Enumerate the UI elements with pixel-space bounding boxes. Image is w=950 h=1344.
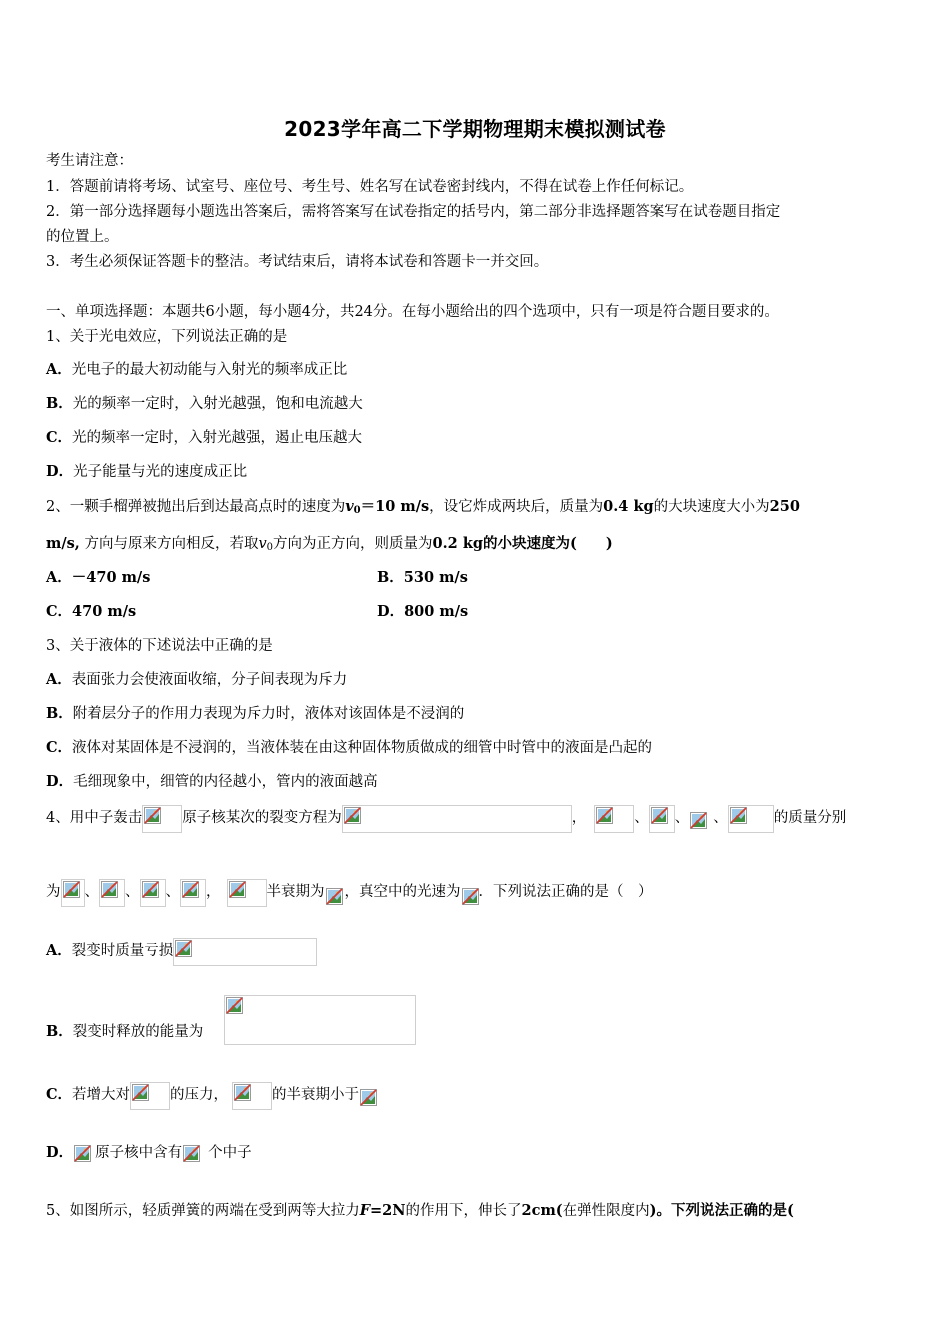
option-text: 光子能量与光的速度成正比 <box>73 464 248 480</box>
q4-option-c <box>46 1080 379 1110</box>
question-4-line-1 <box>46 803 846 833</box>
stem-text: 5、如图所示，轻质弹簧的两端在受到两等大拉力 <box>46 1203 360 1219</box>
formula-image <box>99 879 125 907</box>
notice-item: 1．答题前请将考场、试室号、座位号、考生号、姓名写在试卷密封线内，不得在试卷上作任何标记。 <box>46 179 694 195</box>
stem-text: 的质量分别 <box>773 810 847 826</box>
broken-image-icon <box>462 888 479 905</box>
option-text: 470 m/s <box>72 603 137 620</box>
stem-text: 方向为正方向，则质量为 <box>273 536 433 552</box>
stem-text: ＝10 m/s <box>360 498 430 515</box>
stem-text: ， <box>571 810 587 826</box>
question-5-stem <box>46 1201 794 1221</box>
stem-text: =2N <box>370 1202 406 1219</box>
option-label: C． <box>46 739 73 756</box>
option-label: C． <box>46 1086 73 1103</box>
option-label: A． <box>46 569 72 586</box>
q2-option-a <box>46 568 150 588</box>
option-text: 表面张力会使液面收缩，分子间表现为斥力 <box>71 672 348 688</box>
question-3-stem: 3、关于液体的下述说法中正确的是 <box>46 638 273 654</box>
option-text: －470 m/s <box>71 569 151 586</box>
broken-image-icon <box>234 1084 251 1101</box>
option-label: A． <box>46 361 72 378</box>
option-text: 附着层分子的作用力表现为斥力时，液体对该固体是不浸润的 <box>72 706 465 722</box>
question-2-line-1 <box>46 497 800 521</box>
separator: 、 <box>674 810 690 826</box>
option-label: D． <box>46 463 74 480</box>
q2-option-d <box>377 602 468 622</box>
notice-item: 2．第一部分选择题每小题选出答案后，需将答案写在试卷指定的括号内，第二部分非选择题答案写在试卷题目指定 <box>46 204 781 220</box>
separator: 、 <box>634 810 649 826</box>
broken-image-icon <box>229 881 246 898</box>
broken-image-icon <box>344 807 361 824</box>
broken-image-icon <box>175 940 192 957</box>
stem-text: 2cm( <box>521 1202 563 1219</box>
option-label: B． <box>46 705 73 722</box>
broken-image-icon <box>63 881 80 898</box>
option-label: B． <box>46 395 73 412</box>
stem-text: ，真空中的光速为 <box>344 884 461 900</box>
formula-image <box>227 879 267 907</box>
formula-image <box>173 938 317 966</box>
formula-image <box>61 879 85 907</box>
formula-image <box>142 805 182 833</box>
option-text: 的半衰期小于 <box>272 1087 360 1103</box>
formula-image <box>359 1088 379 1110</box>
formula-image <box>325 887 345 907</box>
broken-image-icon <box>651 807 668 824</box>
var-v0: v <box>258 536 267 552</box>
page-title: 2023学年高二下学期物理期末模拟测试卷 <box>284 117 666 141</box>
formula-image <box>594 805 634 833</box>
question-4-line-2 <box>46 877 653 907</box>
q1-option-a <box>46 360 347 380</box>
separator: ， <box>206 884 221 900</box>
broken-image-icon <box>74 1145 91 1162</box>
option-text: 若增大对 <box>72 1087 131 1103</box>
question-2-line-2 <box>46 534 613 558</box>
formula-image <box>180 879 206 907</box>
option-text: 裂变时释放的能量为 <box>72 1024 204 1040</box>
stem-text: 4、用中子轰击 <box>46 810 143 826</box>
broken-image-icon <box>182 881 199 898</box>
option-label: A． <box>46 942 72 959</box>
formula-image <box>182 1144 208 1168</box>
separator: 、 <box>713 810 728 826</box>
stem-text: 的大块速度大小为 <box>653 499 770 515</box>
option-text: 的压力， <box>170 1087 229 1103</box>
q1-option-b <box>46 394 363 414</box>
stem-text: 的作用下，伸长了 <box>405 1203 522 1219</box>
q4-option-d <box>46 1138 252 1168</box>
option-label: B． <box>46 1023 73 1040</box>
var-v0: v <box>345 498 354 515</box>
option-label: B． <box>377 569 404 586</box>
formula-image <box>224 995 416 1045</box>
broken-image-icon <box>142 881 159 898</box>
stem-text: ，设它炸成两块后，质量为 <box>429 499 604 515</box>
broken-image-icon <box>730 807 747 824</box>
stem-text: 方向与原来方向相反，若取 <box>79 536 259 552</box>
q3-option-c <box>46 738 652 758</box>
subscript: 0 <box>266 542 274 553</box>
option-label: C． <box>46 603 73 620</box>
q1-option-d <box>46 462 247 482</box>
formula-image <box>232 1082 272 1110</box>
broken-image-icon <box>326 888 343 905</box>
q3-option-a <box>46 670 347 690</box>
question-1-stem: 1、关于光电效应，下列说法正确的是 <box>46 329 288 345</box>
stem-text: 的小块速度为( ) <box>483 535 613 552</box>
broken-image-icon <box>132 1084 149 1101</box>
stem-text: 为 <box>46 884 61 900</box>
subscript: 0 <box>353 505 361 516</box>
option-text: 裂变时质量亏损 <box>71 943 174 959</box>
q2-option-b <box>377 568 468 588</box>
option-text: 个中子 <box>208 1145 252 1161</box>
formula-image <box>461 887 479 907</box>
stem-text: ．下列说法正确的是（ ） <box>478 884 653 900</box>
var-f: F <box>359 1202 371 1219</box>
broken-image-icon <box>183 1145 200 1162</box>
option-label: C． <box>46 429 73 446</box>
stem-text: m/s, <box>46 535 80 552</box>
q2-option-c <box>46 602 136 622</box>
broken-image-icon <box>690 812 707 829</box>
mass-value: 0.4 kg <box>603 498 654 515</box>
q3-option-b <box>46 704 464 724</box>
stem-text: 2、一颗手榴弹被抛出后到达最高点时的速度为 <box>46 499 346 515</box>
q4-option-a <box>46 936 317 966</box>
stem-text: 原子核某次的裂变方程为 <box>182 810 342 826</box>
q3-option-d <box>46 772 378 792</box>
formula-image <box>140 879 166 907</box>
stem-text: 半衰期为 <box>266 884 325 900</box>
speed-value: 250 <box>769 498 800 515</box>
option-label: D． <box>46 1144 74 1161</box>
formula-image <box>728 805 774 833</box>
option-label: D． <box>46 773 74 790</box>
broken-image-icon <box>144 807 161 824</box>
option-label: D． <box>377 603 405 620</box>
formula-image <box>130 1082 170 1110</box>
mass-value: 0.2 kg <box>432 535 484 552</box>
formula-image <box>342 805 572 833</box>
option-text: 530 m/s <box>403 569 468 586</box>
broken-image-icon <box>101 881 118 898</box>
option-text: 毛细现象中，细管的内径越小，管内的液面越高 <box>73 774 378 790</box>
formula-image <box>689 811 713 833</box>
option-text: 原子核中含有 <box>95 1145 183 1161</box>
section-heading: 一、单项选择题：本题共6小题，每小题4分，共24分。在每小题给出的四个选项中，只有一项是符合题目要求的。 <box>46 304 779 320</box>
formula-image <box>73 1144 95 1168</box>
option-text: 液体对某固体是不浸润的，当液体装在由这种固体物质做成的细管中时管中的液面是凸起的 <box>72 740 653 756</box>
separator: 、 <box>125 884 140 900</box>
option-label: A． <box>46 671 72 688</box>
broken-image-icon <box>226 997 243 1014</box>
notice-item: 3．考生必须保证答题卡的整洁。考试结束后，请将本试卷和答题卡一并交回。 <box>46 254 549 270</box>
separator: 、 <box>84 884 99 900</box>
notice-item: 的位置上。 <box>46 229 119 245</box>
notice-heading: 考生请注意： <box>46 153 133 169</box>
option-text: 800 m/s <box>404 603 469 620</box>
stem-text: )。下列说法正确的是( <box>649 1202 794 1219</box>
broken-image-icon <box>596 807 613 824</box>
stem-text: 在弹性限度内 <box>562 1203 650 1219</box>
option-text: 光的频率一定时，入射光越强，饱和电流越大 <box>72 396 363 412</box>
broken-image-icon <box>360 1089 377 1106</box>
separator: 、 <box>165 884 180 900</box>
option-text: 光的频率一定时，入射光越强，遏止电压越大 <box>72 430 363 446</box>
q1-option-c <box>46 428 362 448</box>
option-text: 光电子的最大初动能与入射光的频率成正比 <box>71 362 348 378</box>
formula-image <box>649 805 675 833</box>
